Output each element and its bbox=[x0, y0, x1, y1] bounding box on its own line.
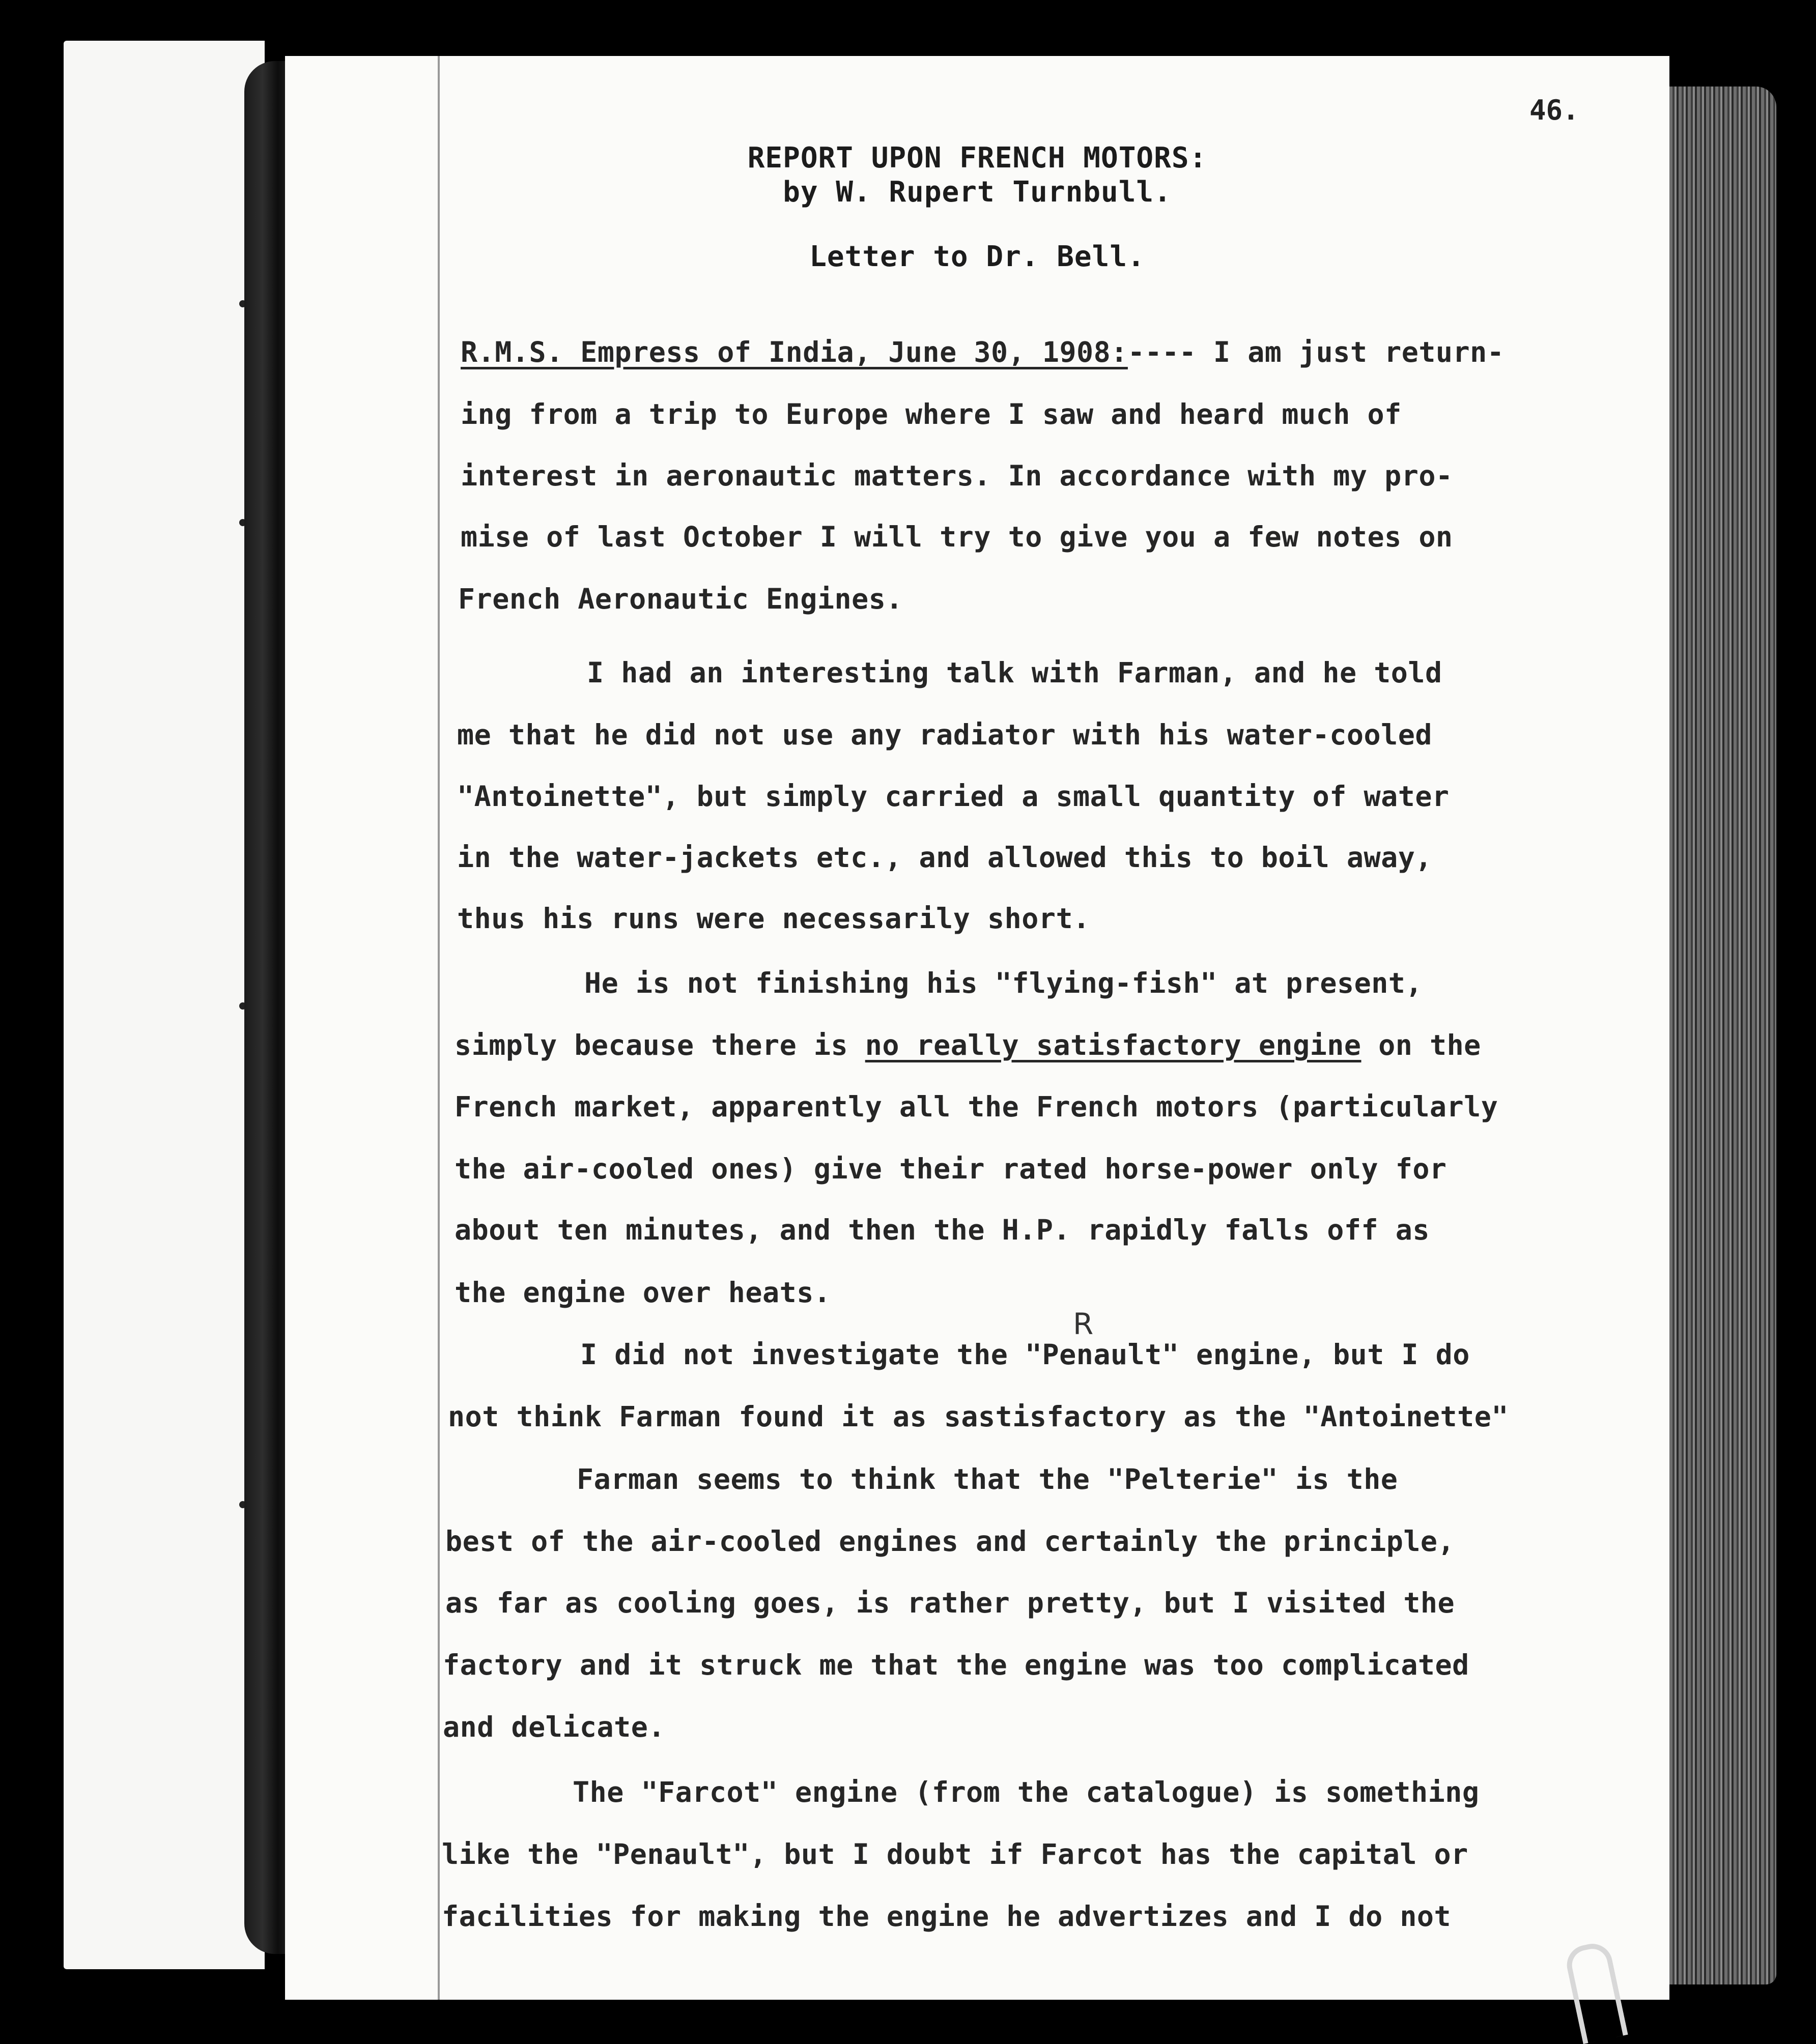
text-line: the air-cooled ones) give their rated horse-power only for bbox=[455, 1153, 1447, 1185]
text-line bbox=[461, 336, 1504, 368]
text-line bbox=[455, 1029, 1481, 1061]
line-text: on the bbox=[1361, 1029, 1481, 1061]
text-line: like the "Penault", but I doubt if Farcot has the capital or bbox=[442, 1838, 1468, 1870]
text-line: "Antoinette", but simply carried a small quantity of water bbox=[457, 780, 1450, 813]
text-line: the engine over heats. bbox=[455, 1276, 831, 1309]
page-number: 46. bbox=[1529, 94, 1579, 126]
text-line: factory and it struck me that the engine was too complicated bbox=[443, 1649, 1469, 1681]
line-text: ---- I am just return- bbox=[1127, 336, 1505, 368]
text-line: interest in aeronautic matters. In accordance with my pro- bbox=[461, 459, 1453, 492]
text-line: The "Farcot" engine (from the catalogue) is something bbox=[573, 1776, 1480, 1808]
text-line: not think Farman found it as sastisfactory as the "Antoinette" bbox=[448, 1400, 1509, 1433]
text-line: ing from a trip to Europe where I saw and heard much of bbox=[461, 398, 1402, 430]
text-line: facilities for making the engine he advertizes and I do not bbox=[442, 1900, 1452, 1933]
margin-rule bbox=[438, 56, 440, 2000]
emphasis-underline: no really satisfactory engine bbox=[865, 1029, 1361, 1061]
text-line: French Aeronautic Engines. bbox=[458, 583, 903, 615]
left-page bbox=[64, 41, 265, 1969]
text-line: and delicate. bbox=[443, 1711, 665, 1743]
text-line: I did not investigate the "Penault" engine, but I do bbox=[580, 1338, 1470, 1371]
text-line: as far as cooling goes, is rather pretty, but I visited the bbox=[445, 1587, 1455, 1619]
text-line: about ten minutes, and then the H.P. rapidly falls off as bbox=[455, 1214, 1430, 1246]
text-line: He is not finishing his "flying-fish" at present, bbox=[584, 967, 1423, 999]
text-line: French market, apparently all the French motors (particularly bbox=[455, 1090, 1498, 1123]
dateline: R.M.S. Empress of India, June 30, 1908: bbox=[461, 336, 1128, 368]
text-line: Farman seems to think that the "Pelterie" is the bbox=[577, 1463, 1398, 1495]
page-edges bbox=[1669, 87, 1776, 1984]
report-author: by W. Rupert Turnbull. bbox=[783, 176, 1172, 209]
line-text: simply because there is bbox=[455, 1029, 865, 1061]
text-line: mise of last October I will try to give you a few notes on bbox=[461, 521, 1453, 553]
letter-subtitle: Letter to Dr. Bell. bbox=[809, 240, 1145, 273]
text-line: I had an interesting talk with Farman, and he told bbox=[587, 656, 1442, 689]
text-line: best of the air-cooled engines and certainly the principle, bbox=[445, 1525, 1455, 1558]
text-line: in the water-jackets etc., and allowed this to boil away, bbox=[457, 841, 1432, 874]
report-title: REPORT UPON FRENCH MOTORS: bbox=[747, 141, 1207, 175]
text-line: thus his runs were necessarily short. bbox=[457, 902, 1090, 935]
text-line: me that he did not use any radiator with his water-cooled bbox=[457, 718, 1432, 751]
handwritten-correction: R bbox=[1073, 1307, 1094, 1341]
